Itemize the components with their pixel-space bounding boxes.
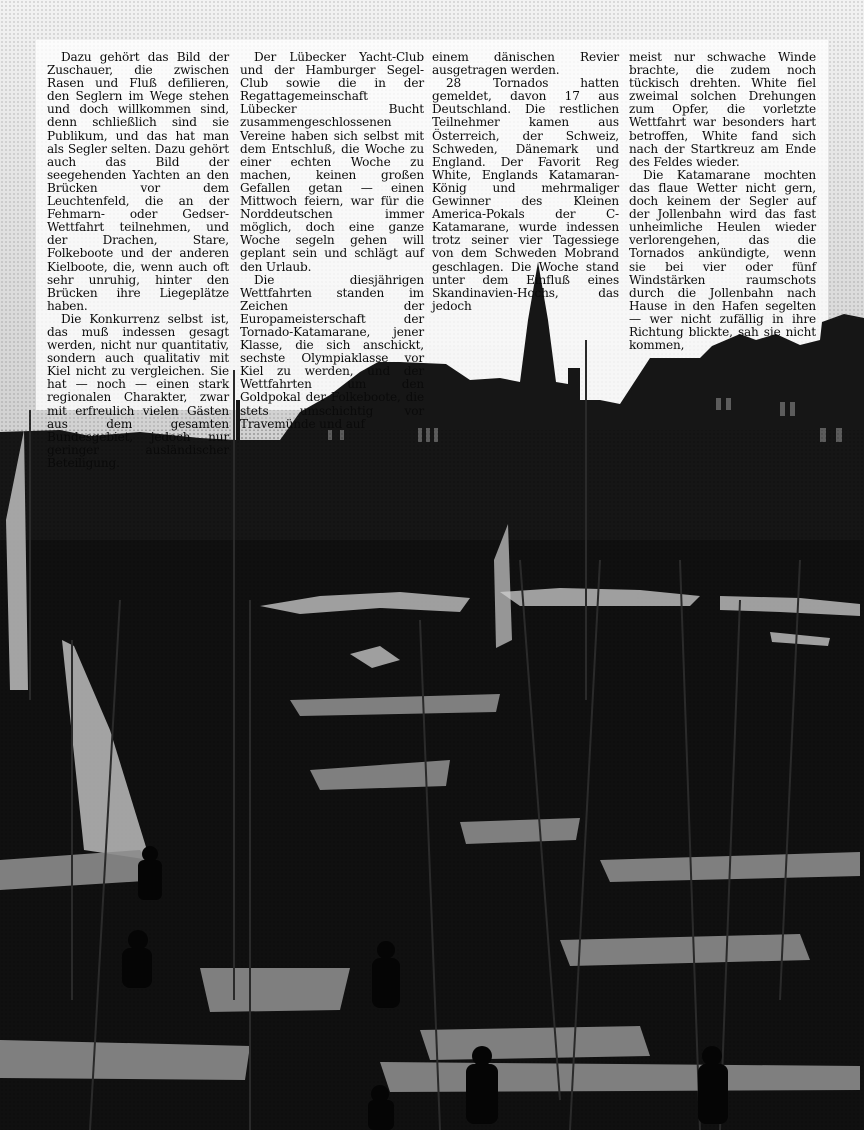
paragraph: einem dänischen Revier ausgetragen werden. xyxy=(432,50,619,78)
paragraph: 28 Tornados hatten gemeldet, davon 17 aus Deutschland. Die restlichen Teilnehmer kamen aus Österreich, der Schweiz, Schweden, Dänemark und England. Der Favorit Reg White, Englands Katamaran-König und mehrmaliger Gewinner des Kleinen America-Pokals der C-Katamarane, wurde indessen trotz seiner vier Tagessiege von dem Schweden Mobrand geschlagen. Die Woche stand unter dem Einfluß eines Skandinavien-Hochs, das jedoch xyxy=(432,76,619,313)
article-column-1 xyxy=(47,51,229,470)
article-column-3 xyxy=(432,51,619,313)
paragraph: Die Katamarane mochten das flaue Wetter nicht gern, doch keinem der Segler auf der Jollenbahn wird das fast unheimliche Heulen wieder verlorengehen, das die Tornados ankündigte, wenn sie bei vier oder fünf Windstärken raumschots durch die Jollenbahn nach Hause in den Hafen segelten — wer nicht zufällig in ihre Richtung blickte, sah sie nicht kommen, xyxy=(629,167,816,353)
article-column-4 xyxy=(629,51,816,352)
article-column-2 xyxy=(240,51,424,431)
paragraph: Die diesjährigen Wettfahrten standen im Zeichen der Europameisterschaft der Tornado-Katamarane, jener Klasse, die sich anschickt, sechste Olympiaklasse vor Kiel zu werden, und der Wettfahrten um den Goldpokal der Folkeboote, die stets umschichtig vor Travemünde und auf xyxy=(240,272,424,431)
paragraph: Die Konkurrenz selbst ist, das muß indessen gesagt werden, nicht nur quantitativ, sondern auch qualitativ mit Kiel nicht zu vergleichen. Sie hat — noch — einen stark regionalen Charakter, zwar mit erfreulich vielen Gästen aus dem gesamten Bundesgebiet, jedoch nur geringer ausländischer Beteiligung. xyxy=(47,311,229,470)
paragraph: meist nur schwache Winde brachte, die zudem noch tückisch drehten. White fiel zweimal solchen Drehungen zum Opfer, die vorletzte Wettfahrt war besonders hart betroffen, White fand sich nach der Startkreuz am Ende des Feldes wieder. xyxy=(629,50,816,169)
paragraph: Dazu gehört das Bild der Zuschauer, die zwischen Rasen und Fluß defilieren, den Seglern im Wege stehen und doch willkommen sind, denn schließlich sind sie Publikum, und das hat man als Segler selten. Dazu gehört auch das Bild der seegehenden Yachten an den Brücken vor dem Leuchtenfeld, die an der Fehmarn- oder Gedser-Wettfahrt teilnehmen, und der Drachen, Stare, Folkeboote und der anderen Kielboote, die, wenn auch oft sehr unruhig, hinter den Brücken ihre Liegeplätze haben. xyxy=(47,50,229,313)
paragraph: Der Lübecker Yacht-Club und der Hamburger Segel-Club sowie die in der Regattagemeinschaft Lübecker Bucht zusammengeschlossenen Vereine haben sich selbst mit dem Entschluß, die Woche zu einer echten Woche zu machen, keinen großen Gefallen getan — einen Mittwoch feiern, war für die Norddeutschen immer möglich, doch eine ganze Woche segeln gehen will geplant sein und schlägt auf den Urlaub. xyxy=(240,50,424,274)
